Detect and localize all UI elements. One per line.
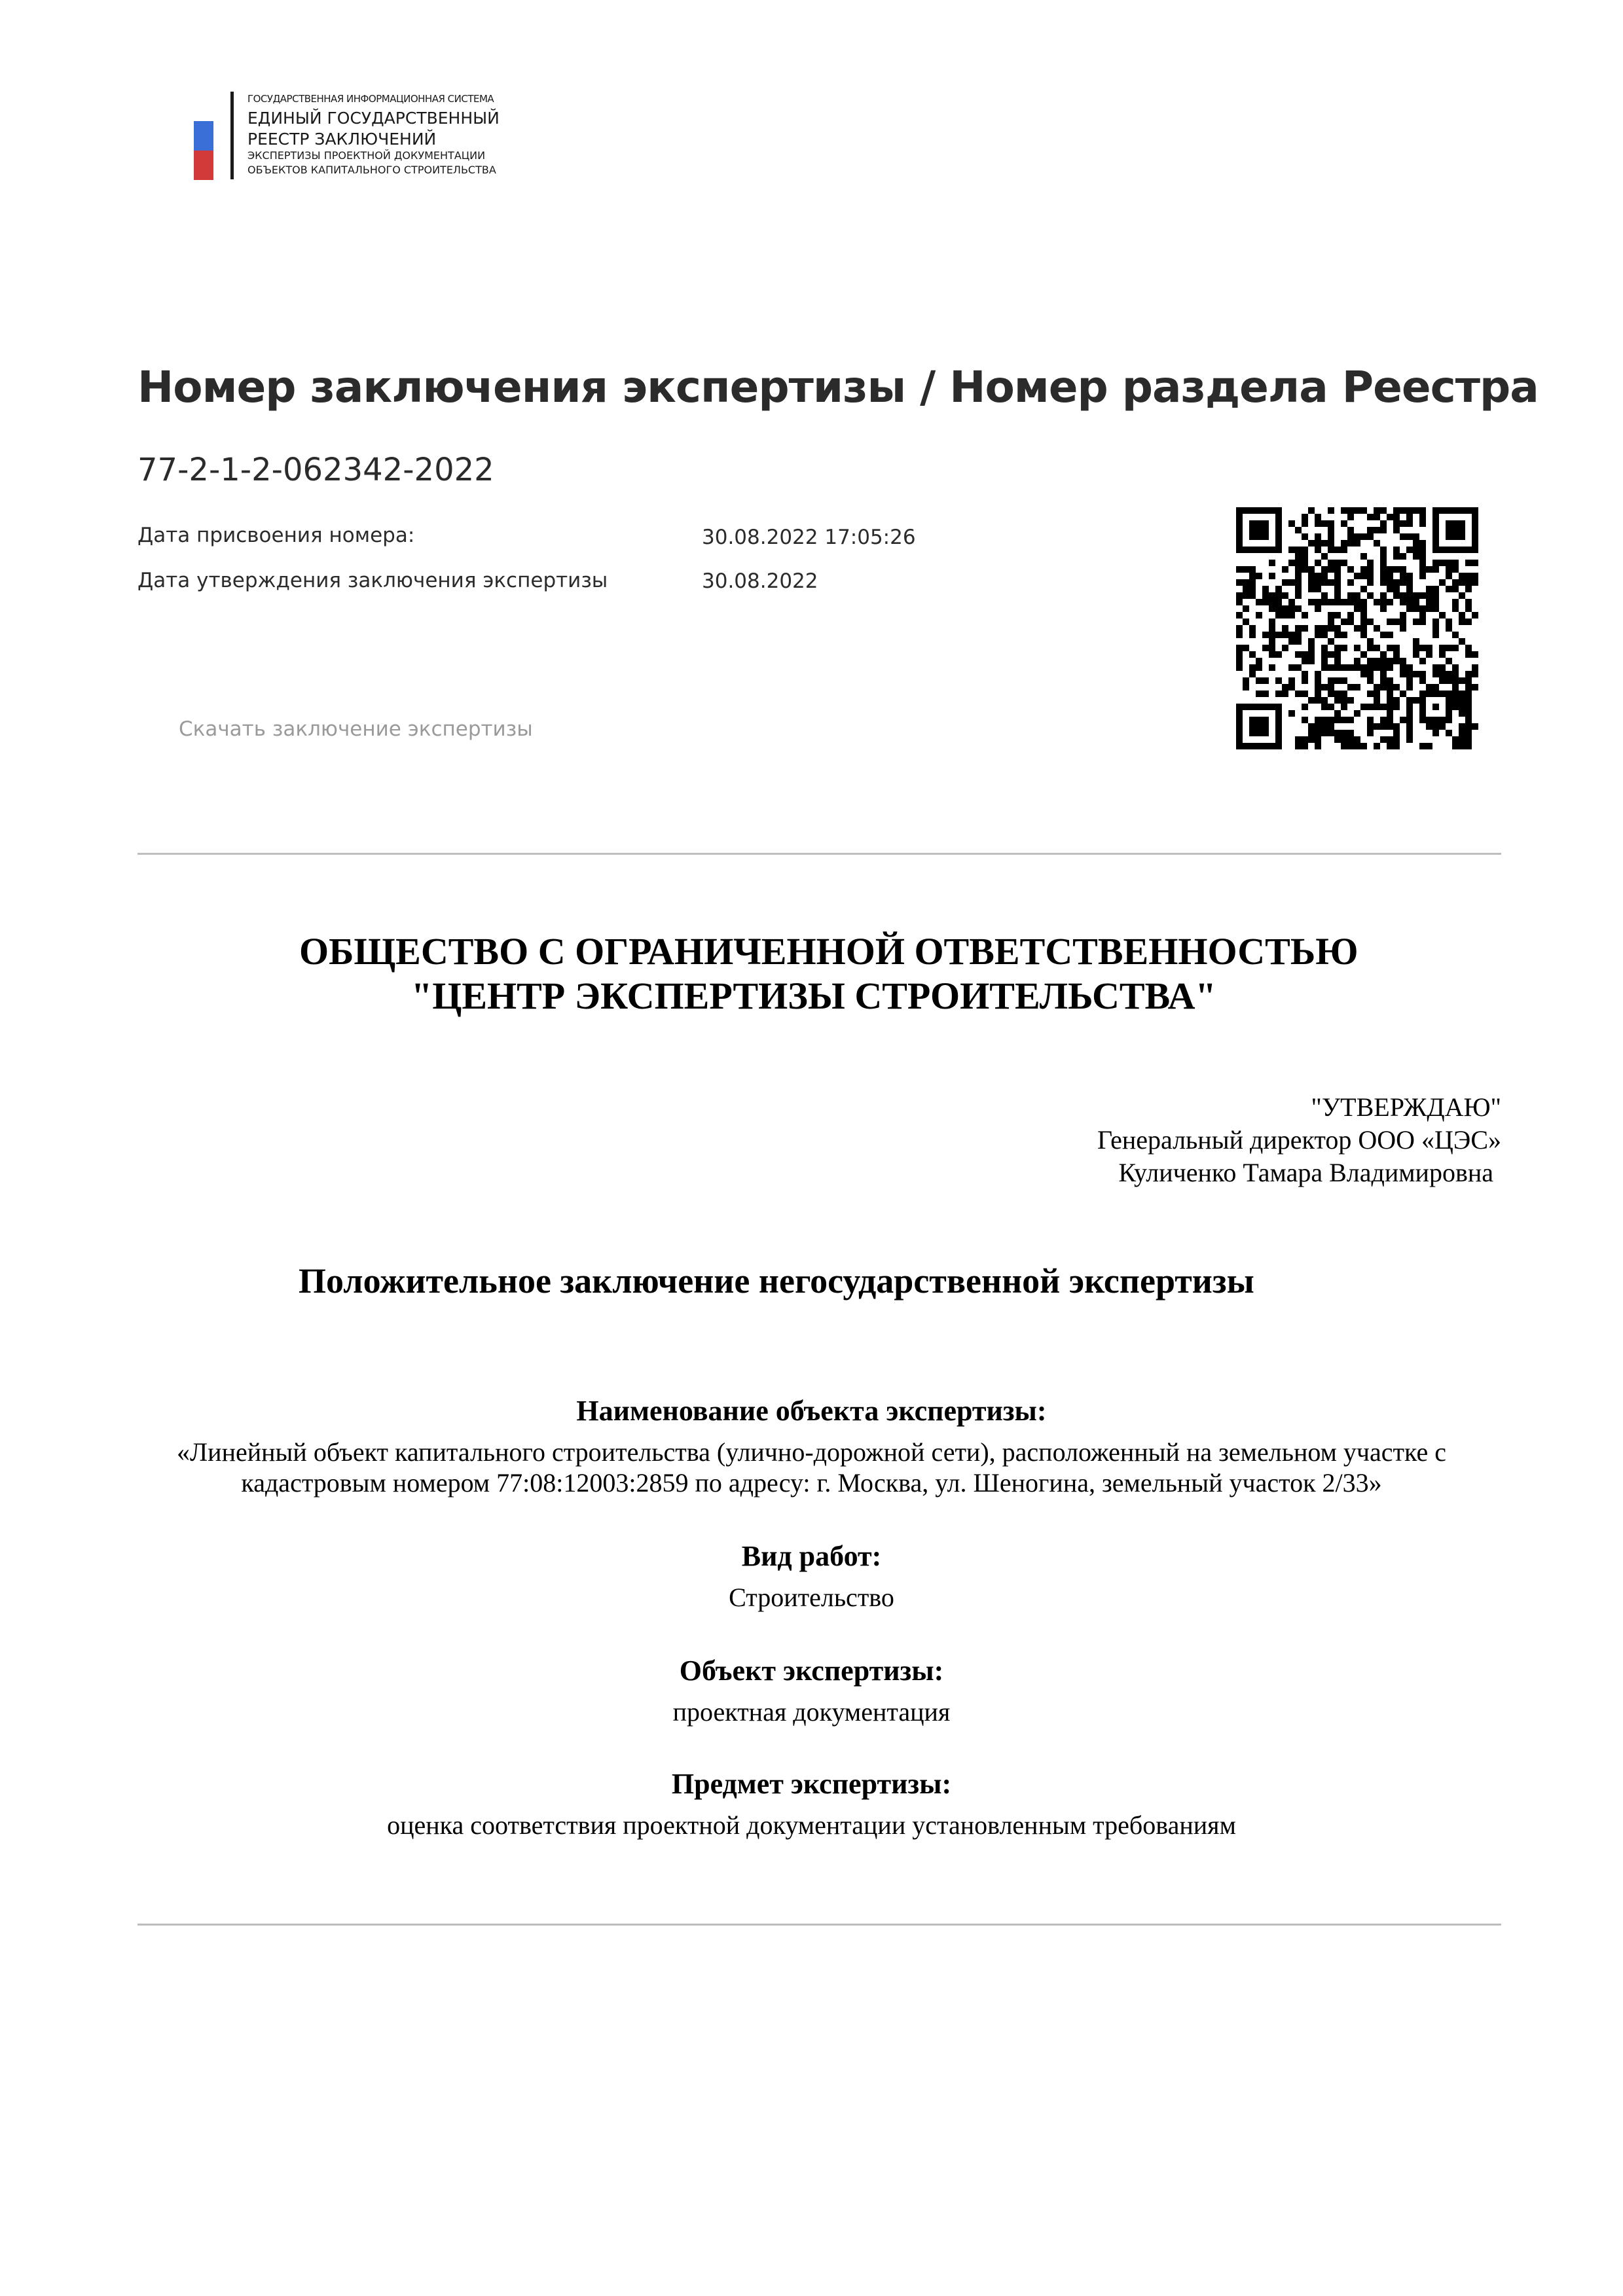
expertise-subject-value: оценка соответствия проектной документации установленным требованиям [387, 1810, 1236, 1840]
approved-date-value: 30.08.2022 [702, 569, 818, 593]
object-name-line-2: кадастровым номером 77:08:12003:2859 по адресу: г. Москва, ул. Шеногина, земельный участок 2/33» [241, 1468, 1382, 1498]
approved-date-label: Дата утверждения заключения экспертизы [137, 569, 608, 592]
expertise-object-heading: Объект экспертизы: [679, 1655, 944, 1687]
qr-code-icon [1236, 507, 1478, 749]
expertise-object-value: проектная документация [672, 1697, 951, 1727]
page-title: Номер заключения экспертизы / Номер раздела Реестра [137, 362, 1539, 412]
divider-bottom [137, 1924, 1501, 1926]
approval-stamp: "УТВЕРЖДАЮ" [1311, 1092, 1501, 1122]
logo-line-1: ГОСУДАРСТВЕННАЯ ИНФОРМАЦИОННАЯ СИСТЕМА [247, 93, 494, 105]
registry-number: 77-2-1-2-062342-2022 [137, 452, 494, 488]
divider-top [137, 853, 1501, 855]
download-conclusion-link[interactable]: Скачать заключение экспертизы [179, 717, 533, 741]
flag-red-stripe [194, 151, 213, 180]
expertise-subject-heading: Предмет экспертизы: [671, 1768, 952, 1800]
logo-line-5: ОБЪЕКТОВ КАПИТАЛЬНОГО СТРОИТЕЛЬСТВА [247, 164, 496, 176]
assigned-date-value: 30.08.2022 17:05:26 [702, 526, 916, 549]
work-type-heading: Вид работ: [741, 1540, 882, 1572]
assigned-date-label: Дата присвоения номера: [137, 524, 415, 547]
flag-blue-stripe [194, 121, 213, 151]
work-type-value: Строительство [729, 1583, 894, 1612]
object-name-line-1: «Линейный объект капитального строительства (улично-дорожной сети), расположенный на земельном участке с [177, 1437, 1446, 1467]
logo-line-2: ЕДИНЫЙ ГОСУДАРСТВЕННЫЙ [247, 109, 500, 128]
logo-line-4: ЭКСПЕРТИЗЫ ПРОЕКТНОЙ ДОКУМЕНТАЦИИ [247, 149, 486, 162]
flag-white-stripe [194, 92, 213, 121]
org-line-1: ОБЩЕСТВО С ОГРАНИЧЕННОЙ ОТВЕТСТВЕННОСТЬЮ [299, 930, 1359, 973]
object-name-heading: Наименование объекта экспертизы: [576, 1395, 1047, 1427]
logo-divider [230, 92, 234, 179]
approver-position: Генеральный директор ООО «ЦЭС» [1097, 1125, 1501, 1155]
approver-name: Куличенко Тамара Владимировна [1118, 1158, 1493, 1187]
org-line-2: "ЦЕНТР ЭКСПЕРТИЗЫ СТРОИТЕЛЬСТВА" [411, 975, 1216, 1017]
registry-logo [194, 92, 600, 183]
logo-line-3: РЕЕСТР ЗАКЛЮЧЕНИЙ [247, 130, 437, 149]
document-title: Положительное заключение негосударственной экспертизы [299, 1261, 1254, 1300]
